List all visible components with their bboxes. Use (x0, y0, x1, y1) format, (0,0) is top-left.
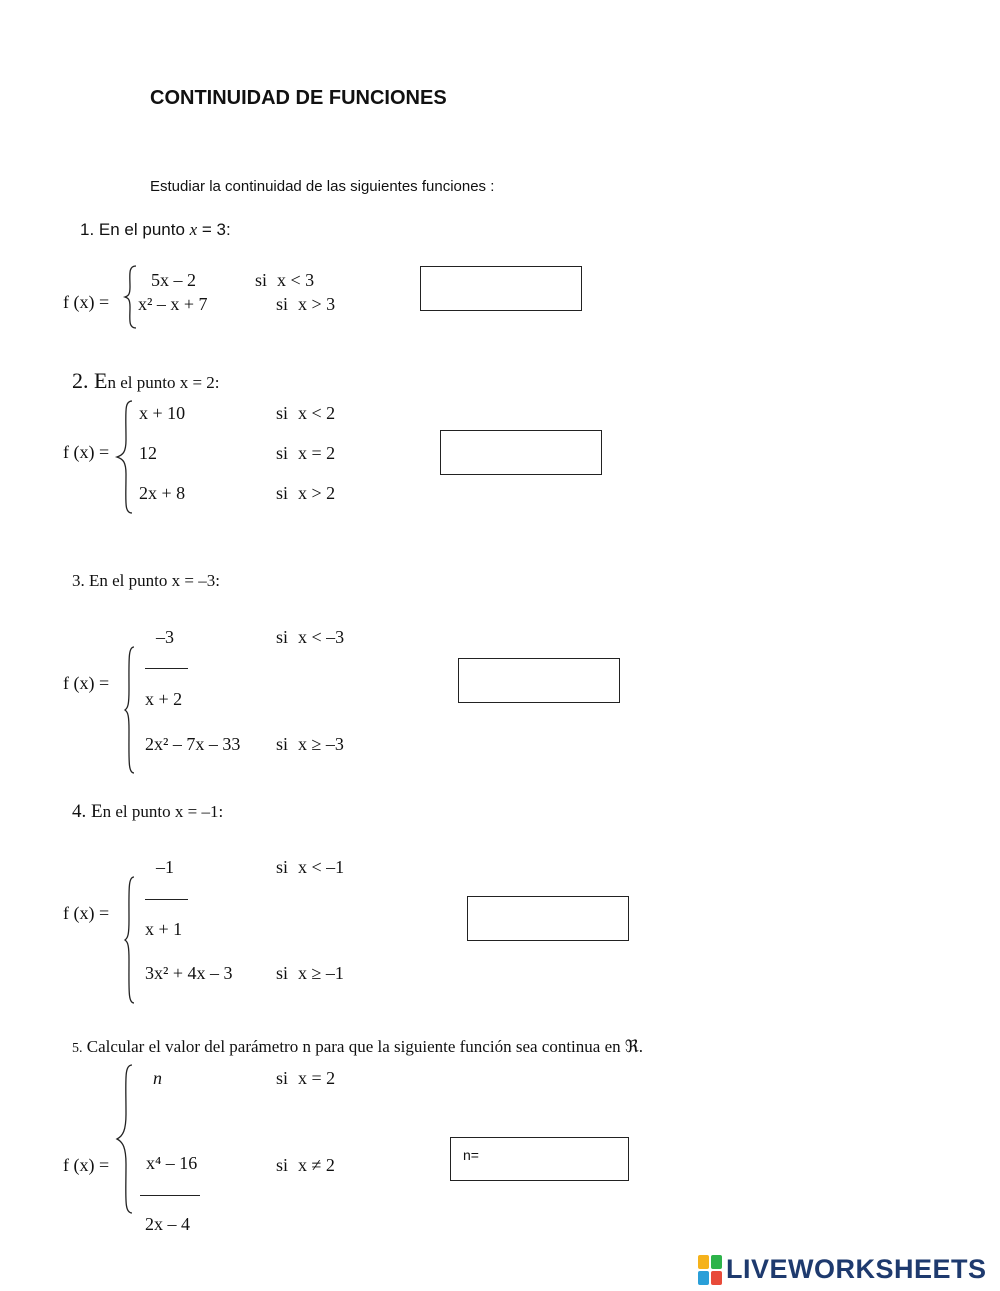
instruction-text: Estudiar la continuidad de las siguientes funciones : (150, 178, 495, 195)
problem-3-heading: 3. En el punto x = –3: (72, 571, 220, 590)
problem-1-case-1-cond: x < 3 (277, 270, 315, 290)
problem-2-case-2-si: si (276, 443, 289, 463)
liveworksheets-logo-icon (698, 1255, 722, 1285)
problem-3-case-2-cond: x ≥ –3 (298, 734, 344, 754)
problem-3-case-1-cond: x < –3 (298, 627, 345, 647)
problem-5-case-1-cond: x = 2 (298, 1068, 336, 1088)
problem-2-heading: 2. En el punto x = 2: (72, 368, 220, 393)
problem-4-brace (124, 876, 136, 1004)
page-title: CONTINUIDAD DE FUNCIONES (150, 87, 447, 109)
problem-5-case-1-si: si (276, 1068, 289, 1088)
problem-2-fx: f (x) = (63, 442, 110, 462)
problem-2-case-3-si: si (276, 483, 289, 503)
problem-3-fraction-bar (145, 668, 188, 669)
liveworksheets-logo-text: LIVEWORKSHEETS (726, 1254, 987, 1284)
problem-1-case-2-si: si (276, 294, 289, 314)
problem-2-case-3-expr: 2x + 8 (139, 483, 186, 503)
problem-3-fx: f (x) = (63, 673, 110, 693)
problem-2-case-3-cond: x > 2 (298, 483, 336, 503)
problem-1-fx: f (x) = (63, 292, 110, 312)
problem-1-heading: 1. En el punto x = 3: (80, 220, 231, 239)
problem-1-brace (124, 265, 138, 329)
problem-2-brace (116, 400, 134, 514)
problem-4-case-2-expr: 3x² + 4x – 3 (145, 963, 233, 983)
problem-2-case-1-cond: x < 2 (298, 403, 336, 423)
problem-1-case-1-expr: 5x – 2 (151, 270, 196, 290)
problem-4-case-1-cond: x < –1 (298, 857, 345, 877)
problem-3-denominator: x + 2 (145, 689, 183, 709)
problem-4-case-1-si: si (276, 857, 289, 877)
problem-5-case-2-si: si (276, 1155, 289, 1175)
problem-4-answer-input[interactable] (467, 896, 629, 941)
problem-5-brace (116, 1064, 134, 1214)
problem-2-case-2-cond: x = 2 (298, 443, 336, 463)
problem-2-case-2-expr: 12 (139, 443, 157, 463)
problem-4-fx: f (x) = (63, 903, 110, 923)
problem-5-numerator: x⁴ – 16 (146, 1153, 198, 1173)
problem-4-heading: 4. En el punto x = –1: (72, 801, 224, 822)
problem-5-fx: f (x) = (63, 1155, 110, 1175)
problem-5-case-2-cond: x ≠ 2 (298, 1155, 335, 1175)
problem-4-numerator: –1 (156, 857, 174, 877)
problem-1-case-1-si: si (255, 270, 268, 290)
problem-3-brace (124, 646, 136, 774)
problem-4-case-2-cond: x ≥ –1 (298, 963, 344, 983)
problem-5-answer-prefix: n= (463, 1147, 479, 1163)
problem-4-fraction-bar (145, 899, 188, 900)
problem-5-heading: 5. Calcular el valor del parámetro n para que la siguiente función sea continua en ℜ. (72, 1037, 643, 1056)
problem-1-answer-input[interactable] (420, 266, 582, 311)
problem-4-case-2-si: si (276, 963, 289, 983)
problem-3-case-2-expr: 2x² – 7x – 33 (145, 734, 241, 754)
problem-3-answer-input[interactable] (458, 658, 620, 703)
problem-3-case-2-si: si (276, 734, 289, 754)
problem-1-case-2-cond: x > 3 (298, 294, 336, 314)
problem-4-denominator: x + 1 (145, 919, 183, 939)
problem-2-answer-input[interactable] (440, 430, 602, 475)
problem-5-fraction-bar (140, 1195, 200, 1196)
problem-1-case-2-expr: x² – x + 7 (138, 294, 208, 314)
liveworksheets-logo (698, 1254, 987, 1285)
problem-3-case-1-si: si (276, 627, 289, 647)
problem-2-case-1-expr: x + 10 (139, 403, 186, 423)
problem-5-denominator: 2x – 4 (145, 1214, 190, 1234)
problem-3-numerator: –3 (156, 627, 174, 647)
problem-5-case-1-expr: n (153, 1068, 162, 1088)
problem-2-case-1-si: si (276, 403, 289, 423)
